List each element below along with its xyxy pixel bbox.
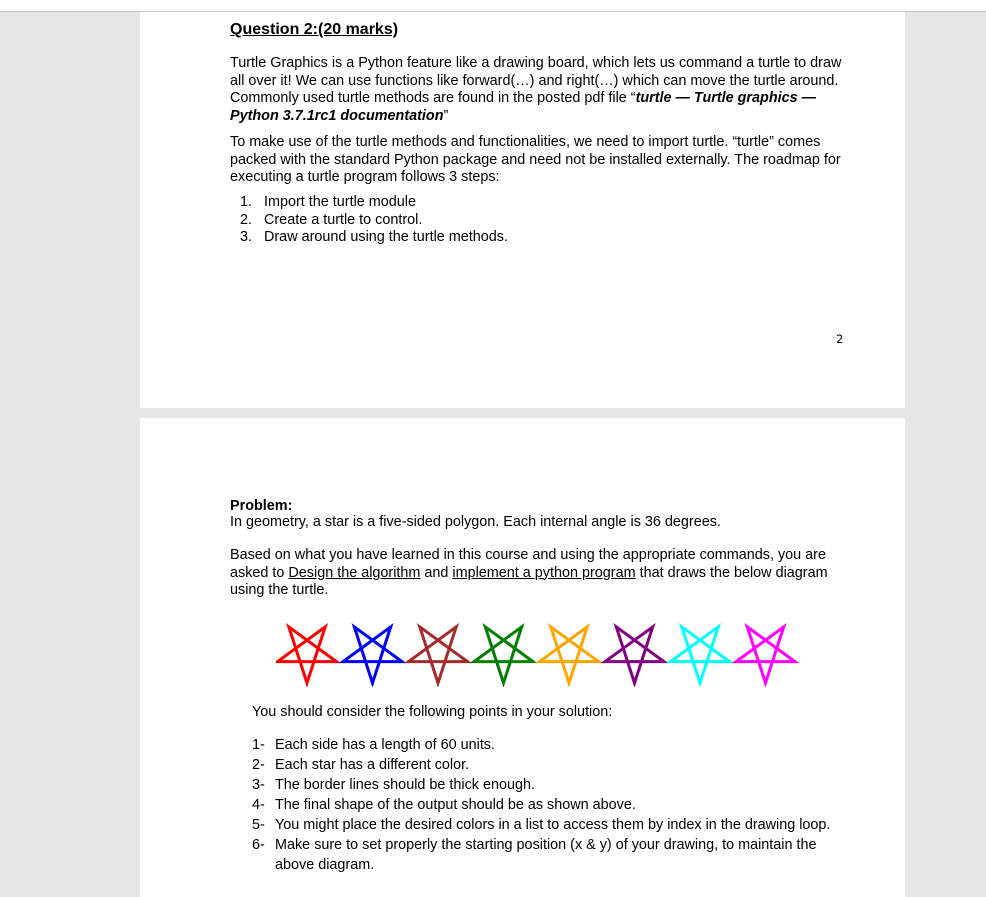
star-3 <box>409 627 468 683</box>
list-text: Import the turtle module <box>264 194 416 210</box>
task-text: that draws the below diagram using the turtle. <box>230 564 828 598</box>
problem-text: In geometry, a star is a five-sided polygon. Each internal angle is 36 degrees. <box>230 514 721 530</box>
implement-program-text: implement a python program <box>452 564 636 581</box>
list-number: 5- <box>252 817 265 833</box>
list-item <box>240 212 508 230</box>
list-number: 1. <box>240 194 253 210</box>
task-text: Based on what you have learned in this course and using the appropriate commands, you are asked to <box>230 547 826 581</box>
list-item <box>252 795 852 815</box>
star-2 <box>343 627 402 683</box>
top-toolbar-strip <box>0 0 986 12</box>
list-text: Each side has a length of 60 units. <box>275 737 496 753</box>
page-number: 2 <box>836 332 844 346</box>
list-text: The border lines should be thick enough. <box>275 777 536 793</box>
stars-diagram <box>276 621 801 687</box>
doc-reference: turtle — Turtle graphics — Python 3.7.1rc1 documentation <box>230 90 817 124</box>
import-paragraph: To make use of the turtle methods and functionalities, we need to import turtle. “turtle” comes packed with the standard Python package and need not be installed externally. The roadmap for executing a turtle program follows 3 steps: <box>230 134 841 185</box>
list-number: 4- <box>252 797 265 813</box>
problem-heading: Problem: <box>230 498 293 514</box>
list-text: The final shape of the output should be as shown above. <box>275 797 636 813</box>
star-1 <box>278 627 337 683</box>
list-text: Draw around using the turtle methods. <box>264 229 508 245</box>
consider-text: You should consider the following points in your solution: <box>252 704 613 720</box>
steps-list <box>240 194 508 247</box>
list-number: 2- <box>252 757 265 773</box>
list-number: 1- <box>252 737 265 753</box>
list-item <box>252 755 852 775</box>
document-page-1 <box>140 12 905 408</box>
intro-quote-end: ” <box>443 107 449 124</box>
list-text: Create a turtle to control. <box>264 211 423 228</box>
task-paragraph <box>230 547 845 600</box>
list-text: You might place the desired colors in a list to access them by index in the drawing loop. <box>275 817 831 833</box>
star-8 <box>736 627 795 683</box>
list-item <box>240 194 508 212</box>
list-number: 2. <box>240 211 253 228</box>
star-7 <box>671 627 730 683</box>
list-item <box>252 835 852 875</box>
points-list <box>252 735 852 875</box>
star-5 <box>540 627 599 683</box>
list-item <box>252 775 852 795</box>
list-text: Make sure to set properly the starting position (x & y) of your drawing, to maintain the above diagram. <box>275 837 817 873</box>
intro-text: Turtle Graphics is a Python feature like a drawing board, which lets us command a turtle to draw all over it! We can use functions like forward(…) and right(…) which can move the turtle around. Commonly used turtle methods are found in the posted pdf file “ <box>230 55 842 106</box>
question-title: Question 2:(20 marks) <box>230 21 399 38</box>
task-text: and <box>420 564 453 581</box>
design-algorithm-text: Design the algorithm <box>288 564 421 581</box>
list-item <box>252 815 852 835</box>
document-page-2 <box>140 418 905 897</box>
list-number: 3- <box>252 777 265 793</box>
list-text: Each star has a different color. <box>275 757 470 773</box>
list-item <box>252 735 852 755</box>
star-4 <box>474 627 533 683</box>
intro-paragraph <box>230 55 845 125</box>
list-number: 3. <box>240 229 253 245</box>
star-6 <box>605 627 664 683</box>
list-item <box>240 229 508 247</box>
list-number: 6- <box>252 837 265 853</box>
